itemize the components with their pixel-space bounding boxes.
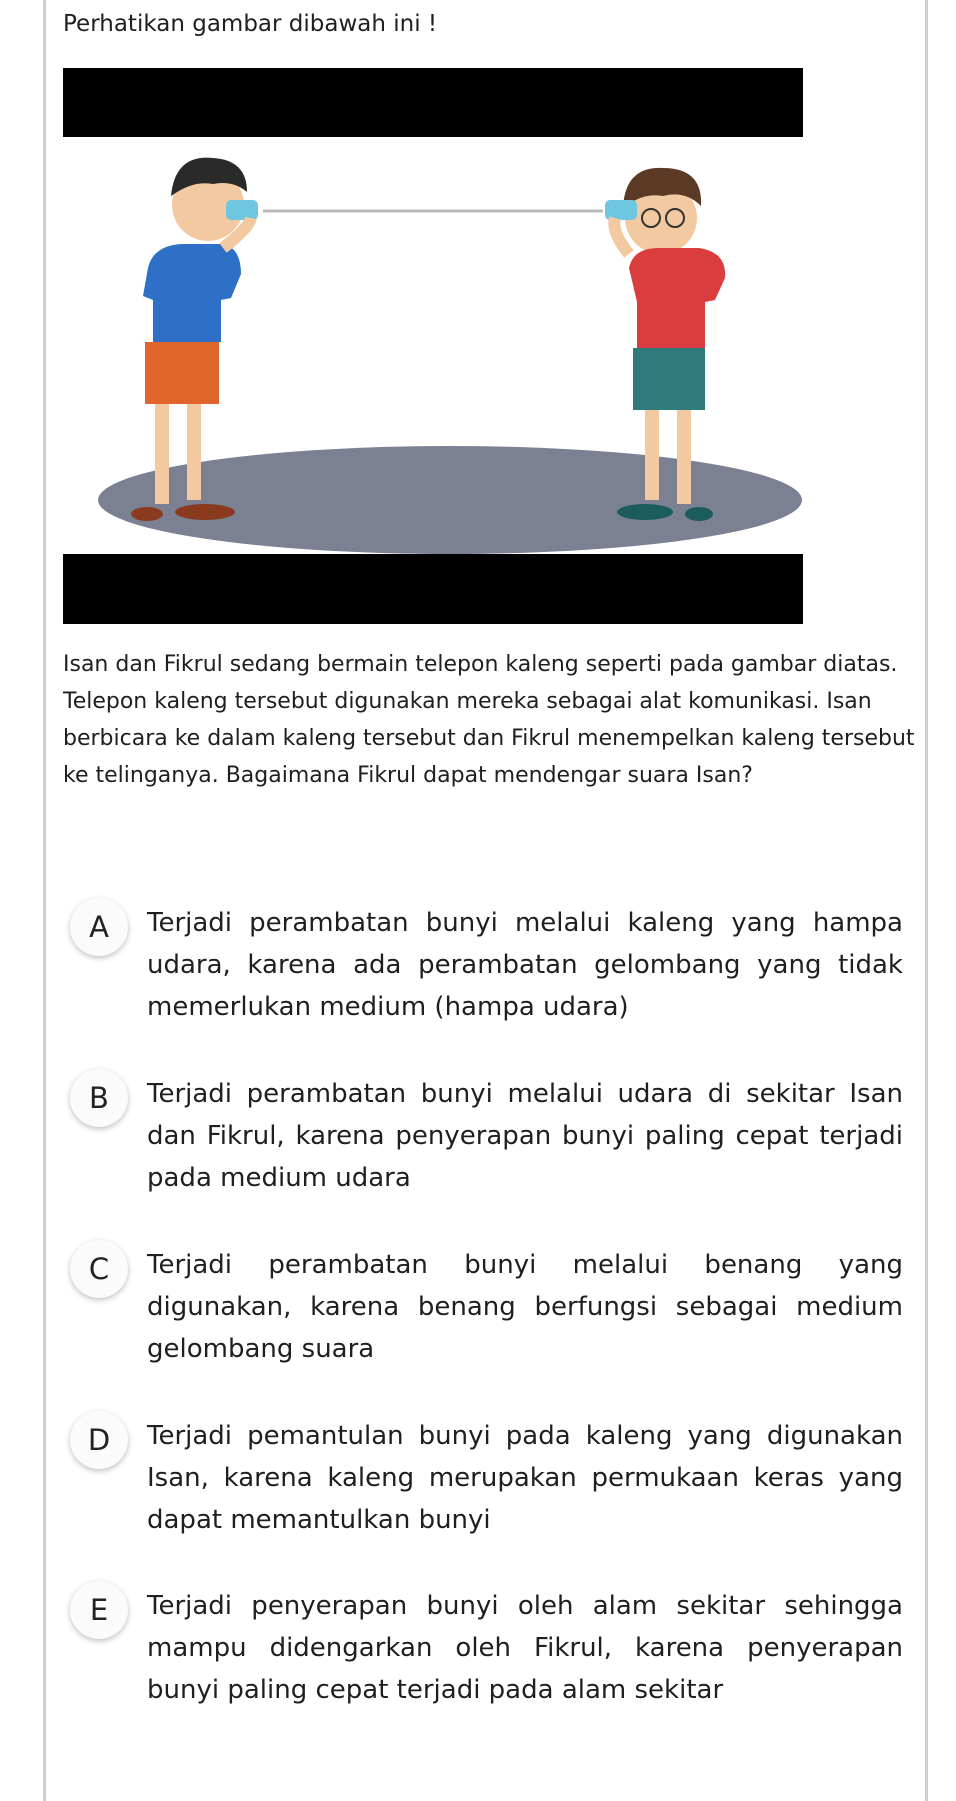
option-d[interactable] [70,1411,906,1561]
top-black-bar [63,68,803,137]
option-e[interactable] [70,1581,906,1731]
tin-can-telephone-illustration [63,68,803,624]
option-letter[interactable]: E [70,1581,128,1639]
question-text: Isan dan Fikrul sedang bermain telepon kaleng seperti pada gambar diatas. Telepon kaleng tersebut digunakan mereka sebagai alat komunikasi. Isan berbicara ke dalam kaleng tersebut dan Fikrul menempelkan kaleng tersebut ke telinganya. Bagaimana Fikrul dapat mendengar suara Isan? [63,652,915,788]
option-text[interactable]: Terjadi perambatan bunyi melalui kaleng yang hampa udara, karena ada perambatan gelombang yang tidak memerlukan medium (hampa udara) [147,908,903,1022]
option-b[interactable] [70,1069,906,1219]
option-text[interactable]: Terjadi penyerapan bunyi oleh alam sekitar sehingga mampu didengarkan oleh Fikrul, karena penyerapan bunyi paling cepat terjadi pada alam sekitar [147,1591,903,1705]
option-a[interactable] [70,898,906,1048]
option-c[interactable] [70,1240,906,1390]
left-can-icon [226,200,258,220]
option-text[interactable]: Terjadi perambatan bunyi melalui udara di sekitar Isan dan Fikrul, karena penyerapan bunyi paling cepat terjadi pada medium udara [147,1079,903,1193]
option-letter[interactable]: D [70,1411,128,1469]
option-text[interactable]: Terjadi pemantulan bunyi pada kaleng yang digunakan Isan, karena kaleng merupakan permukaan keras yang dapat memantulkan bunyi [147,1421,903,1535]
ground-shadow [98,446,802,554]
option-letter[interactable]: A [70,898,128,956]
bottom-black-bar [63,554,803,624]
option-letter[interactable]: B [70,1069,128,1127]
prompt-text: Perhatikan gambar dibawah ini ! [63,11,438,37]
option-text[interactable]: Terjadi perambatan bunyi melalui benang yang digunakan, karena benang berfungsi sebagai medium gelombang suara [147,1250,903,1364]
option-letter[interactable]: C [70,1240,128,1298]
